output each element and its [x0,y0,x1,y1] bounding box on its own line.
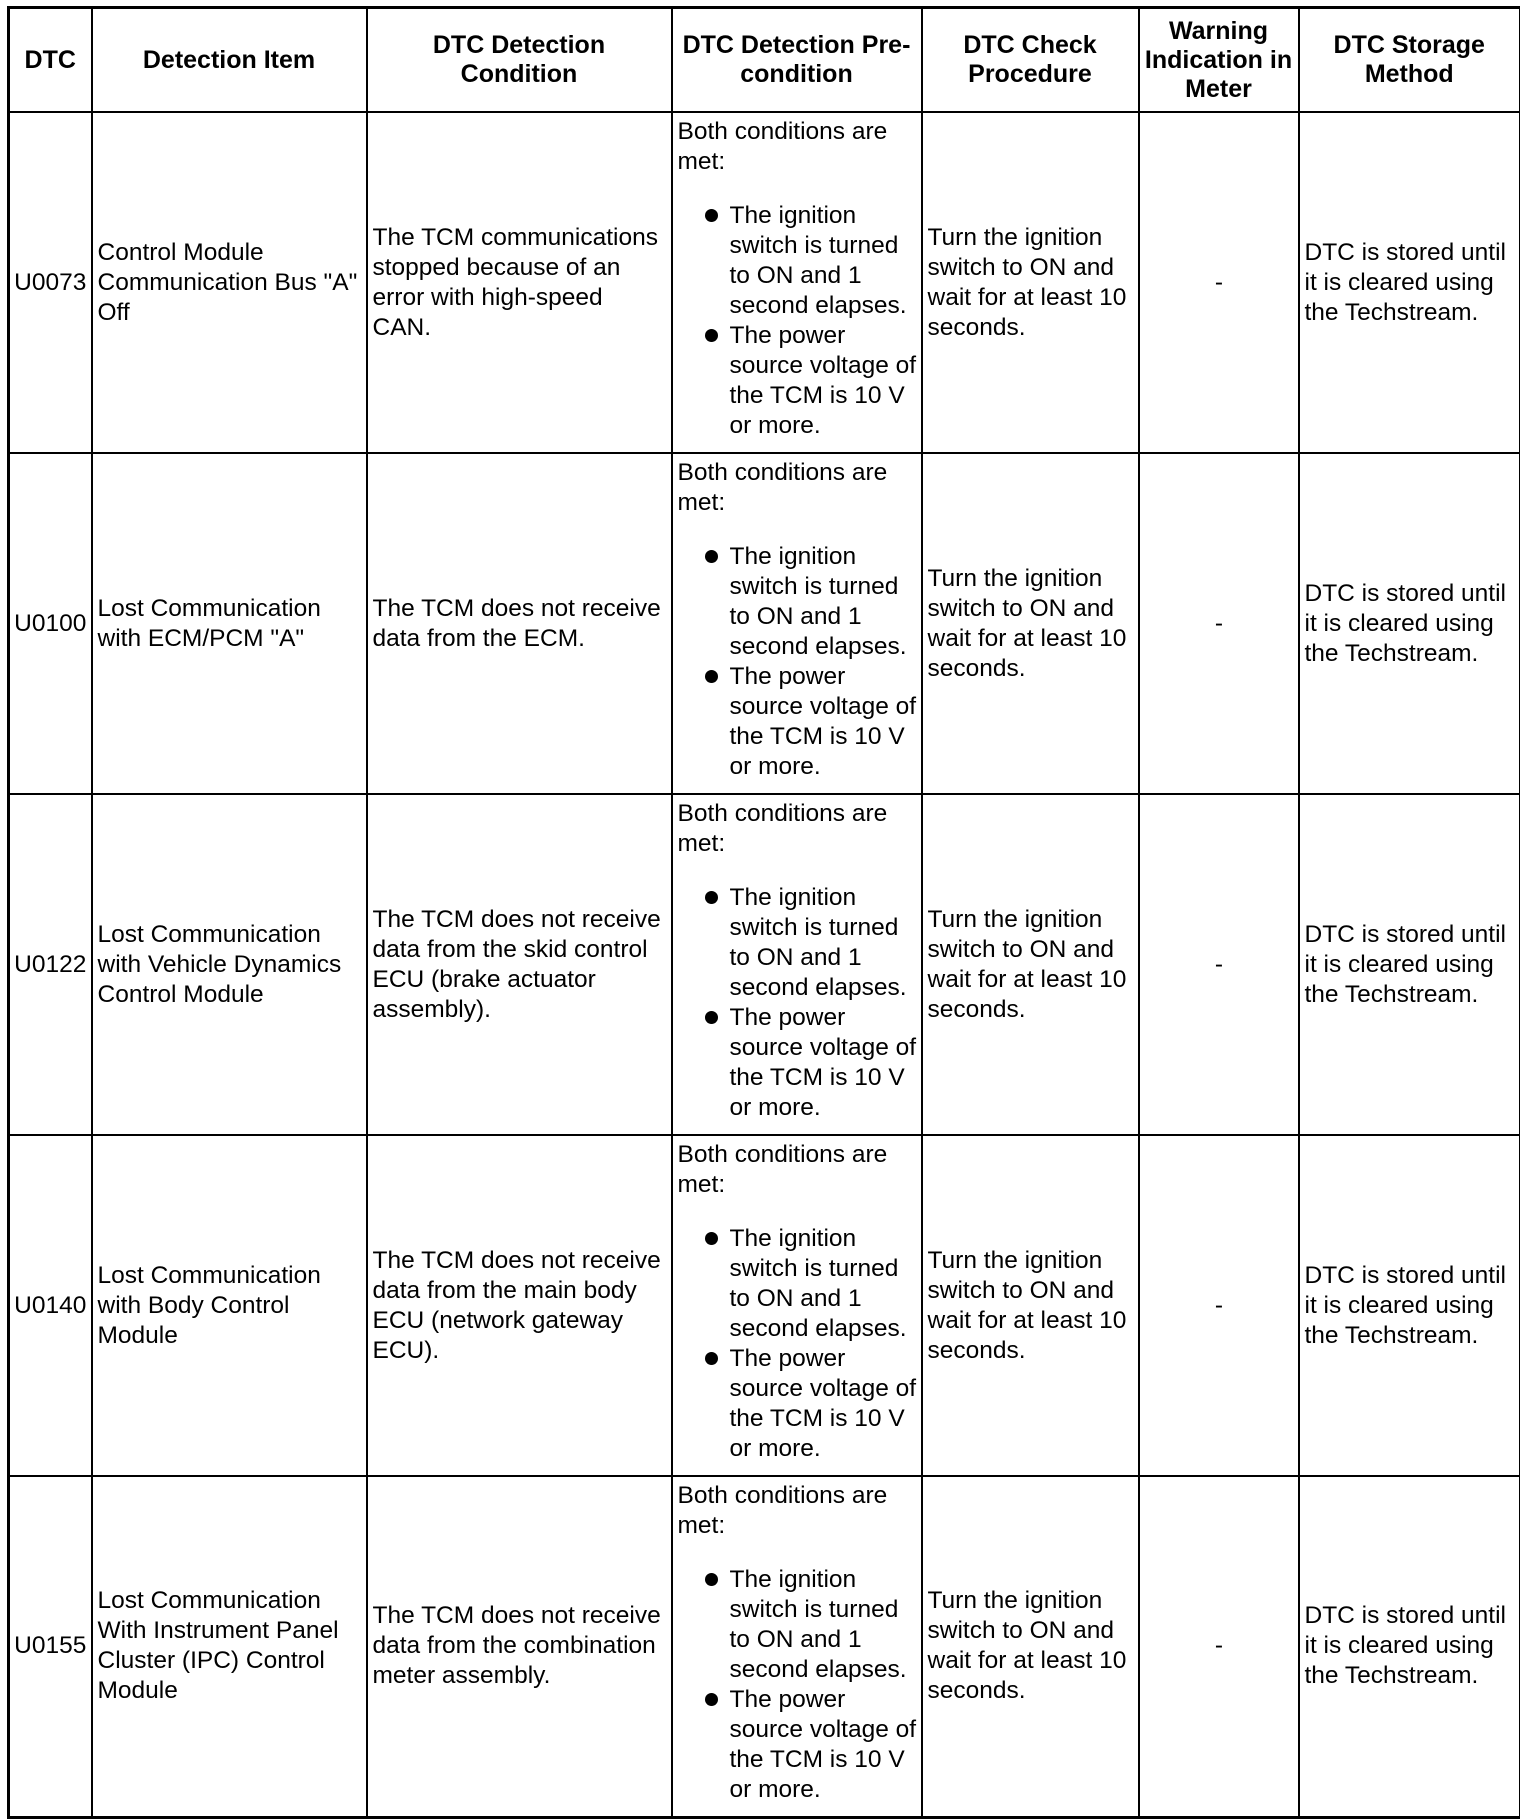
detection-item: Lost Communication with Body Control Module [92,1135,367,1476]
pre-condition-bullet: The power source voltage of the TCM is 10 V or more. [678,1003,917,1123]
warning-indication: - [1139,794,1299,1135]
pre-condition-intro: Both conditions are met: [678,458,917,518]
warning-indication: - [1139,1135,1299,1476]
check-procedure: Turn the ignition switch to ON and wait for at least 10 seconds. [922,453,1139,794]
check-procedure: Turn the ignition switch to ON and wait for at least 10 seconds. [922,1135,1139,1476]
pre-condition-bullet: The ignition switch is turned to ON and 1 second elapses. [678,1224,917,1344]
table-row [9,112,1520,453]
dtc-table-grid [7,6,1520,1819]
header-dtc: DTC [9,8,92,113]
dtc-code: U0100 [9,453,92,794]
warning-indication: - [1139,1476,1299,1817]
detection-item: Lost Communication with ECM/PCM "A" [92,453,367,794]
warning-indication: - [1139,112,1299,453]
pre-condition-bullet: The power source voltage of the TCM is 10 V or more. [678,662,917,782]
dtc-code: U0140 [9,1135,92,1476]
pre-condition-bullet: The ignition switch is turned to ON and 1 second elapses. [678,883,917,1003]
check-procedure: Turn the ignition switch to ON and wait for at least 10 seconds. [922,112,1139,453]
pre-condition-intro: Both conditions are met: [678,799,917,859]
pre-condition-cell [672,112,922,453]
dtc-code: U0122 [9,794,92,1135]
header-row [9,8,1520,113]
detection-condition: The TCM communications stopped because of an error with high-speed CAN. [367,112,672,453]
pre-condition-list [678,1224,917,1464]
pre-condition-cell [672,794,922,1135]
pre-condition-intro: Both conditions are met: [678,1481,917,1541]
pre-condition-intro: Both conditions are met: [678,117,917,177]
detection-condition: The TCM does not receive data from the combination meter assembly. [367,1476,672,1817]
pre-condition-list [678,1565,917,1805]
detection-item: Lost Communication with Vehicle Dynamics Control Module [92,794,367,1135]
detection-condition: The TCM does not receive data from the ECM. [367,453,672,794]
pre-condition-bullet: The ignition switch is turned to ON and 1 second elapses. [678,1565,917,1685]
table-body [9,112,1520,1817]
detection-condition: The TCM does not receive data from the skid control ECU (brake actuator assembly). [367,794,672,1135]
pre-condition-list [678,201,917,441]
pre-condition-bullet: The power source voltage of the TCM is 10 V or more. [678,1685,917,1805]
header-detection-condition: DTC Detection Condition [367,8,672,113]
storage-method: DTC is stored until it is cleared using the Techstream. [1299,1476,1520,1817]
table-row [9,1476,1520,1817]
storage-method: DTC is stored until it is cleared using the Techstream. [1299,794,1520,1135]
table-row [9,794,1520,1135]
storage-method: DTC is stored until it is cleared using the Techstream. [1299,112,1520,453]
pre-condition-list [678,542,917,782]
header-check-procedure: DTC Check Procedure [922,8,1139,113]
pre-condition-bullet: The power source voltage of the TCM is 10 V or more. [678,321,917,441]
table-row [9,453,1520,794]
header-storage-method: DTC Storage Method [1299,8,1520,113]
dtc-code: U0073 [9,112,92,453]
pre-condition-list [678,883,917,1123]
header-detection-item: Detection Item [92,8,367,113]
pre-condition-bullet: The ignition switch is turned to ON and 1 second elapses. [678,201,917,321]
table-row [9,1135,1520,1476]
pre-condition-intro: Both conditions are met: [678,1140,917,1200]
header-warning-indication: Warning Indication in Meter [1139,8,1299,113]
pre-condition-cell [672,453,922,794]
header-pre-condition: DTC Detection Pre-condition [672,8,922,113]
check-procedure: Turn the ignition switch to ON and wait for at least 10 seconds. [922,1476,1139,1817]
warning-indication: - [1139,453,1299,794]
dtc-code: U0155 [9,1476,92,1817]
pre-condition-bullet: The power source voltage of the TCM is 10 V or more. [678,1344,917,1464]
storage-method: DTC is stored until it is cleared using the Techstream. [1299,1135,1520,1476]
storage-method: DTC is stored until it is cleared using the Techstream. [1299,453,1520,794]
detection-condition: The TCM does not receive data from the main body ECU (network gateway ECU). [367,1135,672,1476]
pre-condition-cell [672,1476,922,1817]
pre-condition-cell [672,1135,922,1476]
dtc-table [7,6,1519,1812]
detection-item: Lost Communication With Instrument Panel Cluster (IPC) Control Module [92,1476,367,1817]
pre-condition-bullet: The ignition switch is turned to ON and 1 second elapses. [678,542,917,662]
check-procedure: Turn the ignition switch to ON and wait for at least 10 seconds. [922,794,1139,1135]
detection-item: Control Module Communication Bus "A" Off [92,112,367,453]
